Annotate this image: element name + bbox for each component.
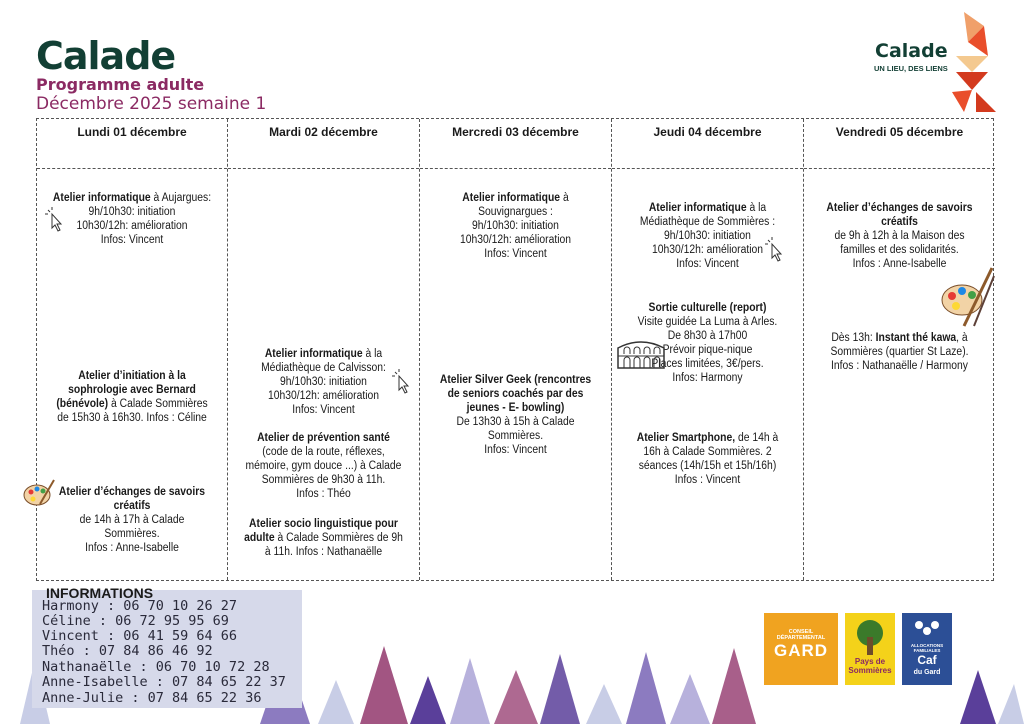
event-card: Atelier d’initiation à la sophrologie avec Bernard (bénévole) à Calade Sommières de 15h30 à 16h30. Infos : Céline	[56, 370, 208, 424]
contact-line: Harmony : 06 70 10 26 27	[42, 598, 238, 614]
people-icon	[902, 617, 952, 641]
contact-line: Anne-Julie : 07 84 65 22 36	[42, 690, 262, 706]
week-label: Décembre 2025 semaine 1	[36, 94, 267, 114]
cursor-click-icon	[44, 206, 64, 232]
event-card: Atelier informatique à Aujargues: 9h/10h30: initiation 10h30/12h: amélioration Infos: Vincent	[52, 192, 212, 246]
week-schedule-grid	[36, 118, 994, 581]
contact-line: Anne-Isabelle : 07 84 65 22 37	[42, 674, 286, 690]
contact-line: Théo : 07 84 86 46 92	[42, 643, 213, 659]
pays-de-sommieres-logo: Pays de Sommières	[845, 613, 895, 685]
event-card: Atelier d’échanges de savoirs créatifs de 9h à 12h à la Maison des familles et des solidarités. Infos : Anne-Isabelle	[826, 202, 973, 270]
logo-name: Calade	[875, 40, 948, 62]
day-header: Jeudi 04 décembre	[612, 119, 803, 169]
page-title: Calade	[36, 34, 176, 78]
informations-title: INFORMATIONS	[46, 585, 154, 601]
day-column-wednesday	[420, 119, 612, 580]
gard-logo: CONSEIL DÉPARTEMENTAL GARD	[764, 613, 838, 685]
event-card: Atelier informatique à Souvignargues : 9h/10h30: initiation 10h30/12h: amélioration Infos: Vincent	[459, 192, 572, 260]
event-card: Atelier informatique à la Médiathèque de Calvisson: 9h/10h30: initiation 10h30/12h: amélioration Infos: Vincent	[261, 348, 386, 416]
day-column-friday	[804, 119, 995, 580]
cursor-click-icon	[391, 368, 411, 394]
day-column-tuesday	[228, 119, 420, 580]
tree-icon	[845, 617, 895, 657]
day-header: Mardi 02 décembre	[228, 119, 419, 169]
event-card: Atelier d’échanges de savoirs créatifs de 14h à 17h à Calade Sommières. Infos : Anne-Isabelle	[58, 486, 206, 554]
event-card: Atelier de prévention santé (code de la route, réflexes, mémoire, gym douce ...) à Calade Sommières de 9h30 à 11h. Infos : Théo	[245, 432, 402, 500]
day-header: Lundi 01 décembre	[37, 119, 227, 169]
day-header: Vendredi 05 décembre	[804, 119, 995, 169]
contact-line: Vincent : 06 41 59 64 66	[42, 628, 238, 644]
contact-line: Céline : 06 72 95 95 69	[42, 613, 229, 629]
amphitheater-icon	[616, 336, 666, 370]
event-card: Sortie culturelle (report) Visite guidée La Luma à Arles. De 8h30 à 17h00 Prévoir pique-nique Places limitées, 3€/pers. Infos: Harmony	[637, 302, 778, 384]
contact-line: Nathanaëlle : 06 70 10 72 28	[42, 659, 270, 675]
caf-logo: ALLOCATIONS FAMILIALES Caf du Gard	[902, 613, 952, 685]
day-column-monday	[37, 119, 228, 580]
calade-logo	[872, 12, 1000, 116]
logo-tagline: UN LIEU, DES LIENS	[874, 64, 948, 73]
event-card: Atelier Silver Geek (rencontres de seniors coachés par des jeunes - E- bowling) De 13h30 à 15h à Calade Sommières. Infos: Vincent	[439, 374, 592, 456]
cursor-click-icon	[764, 236, 784, 262]
event-card: Atelier socio linguistique pour adulte à Calade Sommières de 9h à 11h. Infos : Nathanaëlle	[244, 518, 403, 558]
day-header: Mercredi 03 décembre	[420, 119, 611, 169]
page-subtitle: Programme adulte	[36, 75, 205, 94]
paint-palette-icon	[940, 264, 996, 328]
event-card: Atelier informatique à la Médiathèque de Sommières : 9h/10h30: initiation 10h30/12h: amélioration Infos: Vincent	[639, 202, 776, 270]
event-card: Dès 13h: Instant thé kawa, à Sommières (quartier St Laze). Infos : Nathanaëlle / Harmony	[830, 332, 969, 372]
informations-panel	[32, 585, 302, 708]
paint-palette-icon	[22, 476, 56, 510]
event-card: Atelier Smartphone, de 14h à 16h à Calade Sommières. 2 séances (14h/15h et 15h/16h) Infos : Vincent	[636, 432, 779, 486]
